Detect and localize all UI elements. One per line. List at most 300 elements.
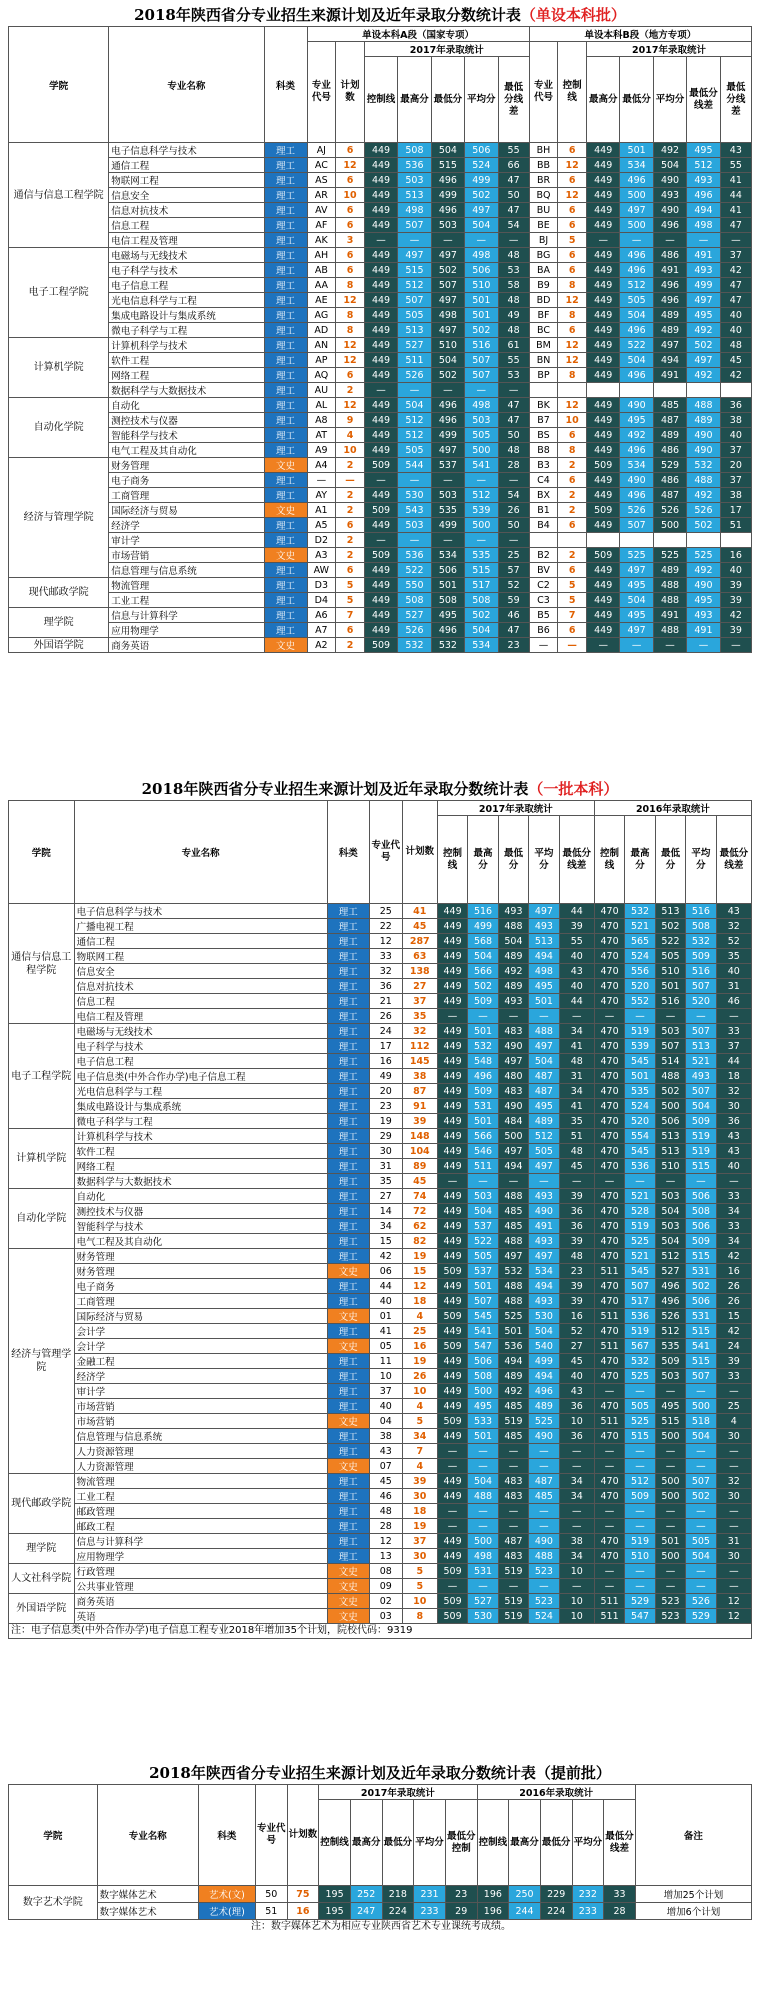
score-cell: 525 xyxy=(687,548,720,563)
score-cell: 42 xyxy=(720,263,751,278)
score-2016: 513 xyxy=(655,1129,685,1144)
plan-count-b: 6 xyxy=(558,623,587,638)
score-cell: 449 xyxy=(586,218,619,233)
score-cell: 449 xyxy=(364,413,397,428)
score-cell: 491 xyxy=(653,608,686,623)
score-cell: 490 xyxy=(653,203,686,218)
major-name: 财务管理 xyxy=(74,1249,327,1264)
score-cell: 449 xyxy=(586,158,619,173)
table-row xyxy=(9,173,752,188)
score-cell: 509 xyxy=(364,548,397,563)
score-cell: 61 xyxy=(498,338,529,353)
score-2016: 519 xyxy=(686,1144,716,1159)
score-cell: — xyxy=(364,233,397,248)
score-2017: 490 xyxy=(529,1534,559,1549)
subject-badge: 艺术(文) xyxy=(198,1886,255,1903)
score-2016: 508 xyxy=(686,1204,716,1219)
score-2017: 497 xyxy=(529,1039,559,1054)
score-cell: 495 xyxy=(431,608,464,623)
score-2016: — xyxy=(686,1384,716,1399)
score-cell: 526 xyxy=(620,503,653,518)
score-cell: 492 xyxy=(687,323,720,338)
stats-2017: 2017年录取统计 xyxy=(437,801,594,816)
plan-count: 39 xyxy=(402,1474,437,1489)
subject-badge: 理工 xyxy=(327,1249,369,1264)
score-2016: 526 xyxy=(655,1309,685,1324)
score-2017: 502 xyxy=(468,979,498,994)
major-name: 信息管理与信息系统 xyxy=(74,1429,327,1444)
col-max-a: 最高分 xyxy=(398,57,431,143)
score-2017: 449 xyxy=(437,919,467,934)
score-2017: 499 xyxy=(468,919,498,934)
score-cell: 492 xyxy=(653,143,686,158)
score-cell: 507 xyxy=(465,368,498,383)
score-2017: 10 xyxy=(559,1414,594,1429)
col-avg-16: 平均分 xyxy=(686,816,716,904)
major-name: 信息安全 xyxy=(74,964,327,979)
score-2016: 503 xyxy=(655,1219,685,1234)
plan-count: 287 xyxy=(402,934,437,949)
major-name: 邮政管理 xyxy=(74,1504,327,1519)
subject-badge: 理工 xyxy=(327,1189,369,1204)
score-2017: 233 xyxy=(414,1903,446,1920)
score-2016: 36 xyxy=(716,1114,751,1129)
col-min-17: 最低分 xyxy=(498,816,528,904)
score-cell: 497 xyxy=(431,443,464,458)
major-name: 通信工程 xyxy=(109,158,264,173)
score-cell: 504 xyxy=(620,353,653,368)
score-2017: 530 xyxy=(529,1309,559,1324)
score-cell: 23 xyxy=(498,638,529,653)
plan-count: 30 xyxy=(402,1489,437,1504)
score-cell: 512 xyxy=(620,278,653,293)
score-cell: 486 xyxy=(653,443,686,458)
score-cell: 544 xyxy=(398,458,431,473)
score-cell: — xyxy=(720,638,751,653)
major-code: AJ xyxy=(307,143,336,158)
score-2016: — xyxy=(655,1579,685,1594)
subject-badge: 文史 xyxy=(327,1609,369,1624)
score-table-3 xyxy=(8,1784,752,1920)
plan-count: 4 xyxy=(402,1309,437,1324)
major-code-b: BP xyxy=(529,368,558,383)
subject-badge: 文史 xyxy=(327,1309,369,1324)
score-cell xyxy=(620,383,653,398)
score-cell: 495 xyxy=(620,413,653,428)
score-cell: 489 xyxy=(687,413,720,428)
score-2017: — xyxy=(529,1459,559,1474)
college-cell: 通信与信息工程学院 xyxy=(9,904,75,1024)
score-2016: 470 xyxy=(594,1234,624,1249)
score-2017: 495 xyxy=(529,979,559,994)
score-cell: 44 xyxy=(720,188,751,203)
score-cell: — xyxy=(465,473,498,488)
score-cell: 492 xyxy=(687,563,720,578)
col-plan: 计划数 xyxy=(402,801,437,904)
major-name: 数据科学与大数据技术 xyxy=(109,383,264,398)
plan-count: 6 xyxy=(336,368,365,383)
score-2016: 46 xyxy=(716,994,751,1009)
score-2017: 449 xyxy=(437,1039,467,1054)
subject-badge: 理工 xyxy=(327,979,369,994)
score-2016: 508 xyxy=(686,919,716,934)
score-2017: 504 xyxy=(468,949,498,964)
col-diff-17: 最低分控制 xyxy=(445,1800,477,1886)
score-2017: 537 xyxy=(468,1264,498,1279)
plan-count: 10 xyxy=(402,1594,437,1609)
score-cell: 529 xyxy=(653,458,686,473)
score-2017: 495 xyxy=(468,1399,498,1414)
score-cell: 526 xyxy=(398,368,431,383)
score-2017: 488 xyxy=(529,1549,559,1564)
score-cell: 449 xyxy=(364,578,397,593)
plan-count: 2 xyxy=(336,533,365,548)
score-cell: 489 xyxy=(653,308,686,323)
score-cell: 50 xyxy=(498,188,529,203)
score-cell: 449 xyxy=(586,308,619,323)
score-cell: — xyxy=(364,533,397,548)
score-2016: — xyxy=(594,1579,624,1594)
score-cell: 449 xyxy=(364,308,397,323)
score-2017: — xyxy=(437,1504,467,1519)
score-2017: 494 xyxy=(529,1369,559,1384)
major-name: 微电子科学与工程 xyxy=(109,323,264,338)
score-cell: 47 xyxy=(720,278,751,293)
score-2017: 485 xyxy=(498,1429,528,1444)
group-b-header: 单设本科B段（地方专项） xyxy=(529,27,751,42)
score-cell xyxy=(687,383,720,398)
major-code: 19 xyxy=(369,1114,402,1129)
score-2016: — xyxy=(655,1519,685,1534)
score-2016: 470 xyxy=(594,1429,624,1444)
score-cell: 20 xyxy=(720,458,751,473)
score-2016: 532 xyxy=(625,904,655,919)
major-code: 01 xyxy=(369,1309,402,1324)
major-code: 24 xyxy=(369,1024,402,1039)
score-cell: 493 xyxy=(653,188,686,203)
table-row xyxy=(9,548,752,563)
score-cell: 503 xyxy=(431,488,464,503)
score-cell: 495 xyxy=(620,578,653,593)
score-2016: 507 xyxy=(686,1024,716,1039)
score-2016: — xyxy=(625,1519,655,1534)
major-name: 审计学 xyxy=(109,533,264,548)
major-code-b: B4 xyxy=(529,518,558,533)
score-cell: 496 xyxy=(620,248,653,263)
major-code: 43 xyxy=(369,1444,402,1459)
score-2016: — xyxy=(655,1384,685,1399)
major-name: 财务管理 xyxy=(109,458,264,473)
col-max-16: 最高分 xyxy=(509,1800,541,1886)
score-2017: 39 xyxy=(559,1234,594,1249)
score-cell: 45 xyxy=(720,353,751,368)
score-2017: — xyxy=(559,1459,594,1474)
score-cell: 47 xyxy=(498,623,529,638)
score-2017: 43 xyxy=(559,1384,594,1399)
score-2016: 511 xyxy=(594,1594,624,1609)
subject-badge: 理工 xyxy=(264,338,307,353)
col-min-16: 最低分 xyxy=(540,1800,572,1886)
table-row xyxy=(9,248,752,263)
score-2017: 449 xyxy=(437,1489,467,1504)
score-2016: 507 xyxy=(686,1084,716,1099)
major-code-b: BF xyxy=(529,308,558,323)
major-name: 集成电路设计与集成系统 xyxy=(74,1099,327,1114)
score-2016: 506 xyxy=(686,1294,716,1309)
col-plan-a: 计划数 xyxy=(336,42,365,143)
score-cell: 526 xyxy=(653,503,686,518)
plan-count: 25 xyxy=(402,1324,437,1339)
score-cell: 535 xyxy=(431,503,464,518)
score-2016: 518 xyxy=(686,1414,716,1429)
score-2016: 512 xyxy=(655,1249,685,1264)
score-2017: 501 xyxy=(529,994,559,1009)
score-2017: 501 xyxy=(468,1114,498,1129)
score-cell: — xyxy=(498,383,529,398)
major-code-b: B9 xyxy=(529,278,558,293)
score-2016: 536 xyxy=(625,1309,655,1324)
major-code: AR xyxy=(307,188,336,203)
score-2016: — xyxy=(625,1174,655,1189)
score-2017: — xyxy=(498,1519,528,1534)
subject-badge: 理工 xyxy=(327,1444,369,1459)
score-2017: 519 xyxy=(498,1609,528,1624)
section-early-batch xyxy=(8,1762,752,1934)
score-2017: 34 xyxy=(559,1549,594,1564)
score-cell: 494 xyxy=(687,203,720,218)
score-2017: 52 xyxy=(559,1324,594,1339)
plan-count: 8 xyxy=(336,308,365,323)
score-cell: 496 xyxy=(620,173,653,188)
subject-badge: 文史 xyxy=(327,1579,369,1594)
score-2017: — xyxy=(437,1519,467,1534)
score-2017: 10 xyxy=(559,1594,594,1609)
score-2017: 497 xyxy=(498,1249,528,1264)
score-2017: 487 xyxy=(498,1534,528,1549)
score-2016: 507 xyxy=(625,1279,655,1294)
college-cell: 通信与信息工程学院 xyxy=(9,143,109,248)
plan-count: 138 xyxy=(402,964,437,979)
plan-count: 5 xyxy=(402,1414,437,1429)
major-name: 光电信息科学与工程 xyxy=(74,1084,327,1099)
score-2016: — xyxy=(625,1009,655,1024)
major-code: AN xyxy=(307,338,336,353)
college-cell: 电子工程学院 xyxy=(9,1024,75,1129)
score-cell: 28 xyxy=(498,458,529,473)
table-row xyxy=(9,1159,752,1174)
score-cell: 500 xyxy=(620,218,653,233)
score-2017: 503 xyxy=(468,1189,498,1204)
group-a-header: 单设本科A段（国家专项） xyxy=(307,27,529,42)
score-2017: 504 xyxy=(468,1204,498,1219)
table-row xyxy=(9,278,752,293)
score-2017: 488 xyxy=(498,1279,528,1294)
score-2016: — xyxy=(594,1504,624,1519)
score-2017: — xyxy=(498,1444,528,1459)
table-row xyxy=(9,1144,752,1159)
score-2016: 25 xyxy=(716,1399,751,1414)
table-row xyxy=(9,1234,752,1249)
score-cell: 504 xyxy=(398,398,431,413)
score-2017: 487 xyxy=(529,1069,559,1084)
score-2017: 488 xyxy=(498,1234,528,1249)
major-name: 邮政工程 xyxy=(74,1519,327,1534)
score-2017: 36 xyxy=(559,1399,594,1414)
score-cell: 449 xyxy=(364,443,397,458)
major-name: 电子信息科学与技术 xyxy=(74,904,327,919)
score-cell: 47 xyxy=(498,413,529,428)
score-cell: 59 xyxy=(498,593,529,608)
score-2016: 40 xyxy=(716,1159,751,1174)
score-2017: 505 xyxy=(529,1144,559,1159)
score-2016: 30 xyxy=(716,1429,751,1444)
score-cell: 449 xyxy=(364,623,397,638)
score-2017: 10 xyxy=(559,1609,594,1624)
table-row xyxy=(9,383,752,398)
score-2017: 489 xyxy=(529,1399,559,1414)
score-2016: 531 xyxy=(686,1264,716,1279)
score-2016: 40 xyxy=(716,964,751,979)
score-cell: 497 xyxy=(465,203,498,218)
major-code: — xyxy=(307,473,336,488)
score-cell: 49 xyxy=(498,308,529,323)
score-cell: 52 xyxy=(498,578,529,593)
major-name: 计算机科学与技术 xyxy=(74,1129,327,1144)
score-cell: 512 xyxy=(398,278,431,293)
table-row xyxy=(9,338,752,353)
score-2016: — xyxy=(686,1504,716,1519)
score-2017: 568 xyxy=(468,934,498,949)
score-cell xyxy=(720,533,751,548)
score-cell: 491 xyxy=(653,368,686,383)
score-2016: 536 xyxy=(625,1159,655,1174)
subject-badge: 理工 xyxy=(264,623,307,638)
major-code-b: BV xyxy=(529,563,558,578)
score-2016: 516 xyxy=(655,994,685,1009)
subject-badge: 理工 xyxy=(264,578,307,593)
score-cell: 508 xyxy=(431,593,464,608)
score-cell: 510 xyxy=(431,338,464,353)
score-2017: 195 xyxy=(319,1886,351,1903)
subject-badge: 理工 xyxy=(264,203,307,218)
subject-badge: 文史 xyxy=(264,458,307,473)
score-cell: — xyxy=(398,533,431,548)
score-cell: 498 xyxy=(431,308,464,323)
score-2017: 492 xyxy=(498,964,528,979)
score-cell: 449 xyxy=(364,338,397,353)
section-first-batch xyxy=(8,778,752,1639)
col-diff-16: 最低分线差 xyxy=(604,1800,636,1886)
score-cell: 496 xyxy=(431,623,464,638)
plan-count: 45 xyxy=(402,919,437,934)
col-major: 专业名称 xyxy=(109,27,264,143)
score-cell: 490 xyxy=(687,428,720,443)
major-name: 国际经济与贸易 xyxy=(74,1309,327,1324)
score-cell: 489 xyxy=(653,428,686,443)
score-2016: 521 xyxy=(625,919,655,934)
major-name: 物联网工程 xyxy=(109,173,264,188)
section-title: 2018年陕西省分专业招生来源计划及近年录取分数统计表（提前批） xyxy=(149,1764,611,1782)
score-2016: 507 xyxy=(686,979,716,994)
score-cell: 532 xyxy=(431,638,464,653)
col-subject: 科类 xyxy=(264,27,307,143)
plan-count: 7 xyxy=(402,1444,437,1459)
major-code: AQ xyxy=(307,368,336,383)
col-max-b: 最高分 xyxy=(586,57,619,143)
score-cell: 449 xyxy=(586,608,619,623)
score-cell: 493 xyxy=(687,263,720,278)
score-2016: 250 xyxy=(509,1886,541,1903)
score-2017: 507 xyxy=(468,1294,498,1309)
score-2017: 449 xyxy=(437,1369,467,1384)
score-2017: 541 xyxy=(468,1324,498,1339)
major-code-b: B5 xyxy=(529,608,558,623)
major-name: 国际经济与贸易 xyxy=(109,503,264,518)
score-cell: — xyxy=(431,533,464,548)
score-2017: 41 xyxy=(559,1099,594,1114)
plan-count: 6 xyxy=(336,203,365,218)
plan-count: 5 xyxy=(336,593,365,608)
score-2017: 449 xyxy=(437,964,467,979)
table-row xyxy=(9,458,752,473)
major-name: 电磁场与无线技术 xyxy=(109,248,264,263)
college-cell: 电子工程学院 xyxy=(9,248,109,338)
score-cell: 501 xyxy=(465,308,498,323)
score-cell: 539 xyxy=(465,503,498,518)
score-cell: 57 xyxy=(498,563,529,578)
score-2017: 509 xyxy=(468,994,498,1009)
score-2016: 43 xyxy=(716,1144,751,1159)
table-row xyxy=(9,593,752,608)
score-2016: — xyxy=(655,1459,685,1474)
score-2016: — xyxy=(716,1174,751,1189)
table-row xyxy=(9,1519,752,1534)
table-row xyxy=(9,1324,752,1339)
score-cell: 42 xyxy=(720,608,751,623)
score-cell: 527 xyxy=(398,608,431,623)
college-cell: 计算机学院 xyxy=(9,338,109,398)
score-cell: 491 xyxy=(653,263,686,278)
score-cell: 497 xyxy=(620,563,653,578)
table-row xyxy=(9,308,752,323)
plan-count-b: 6 xyxy=(558,518,587,533)
score-2016: — xyxy=(625,1504,655,1519)
score-2016: — xyxy=(686,1579,716,1594)
score-2017: 501 xyxy=(498,1324,528,1339)
col-avg-b: 平均分 xyxy=(653,57,686,143)
table-row xyxy=(9,919,752,934)
score-cell: 509 xyxy=(586,503,619,518)
score-cell: 55 xyxy=(498,143,529,158)
score-2016: 532 xyxy=(625,1354,655,1369)
score-2016: 552 xyxy=(625,994,655,1009)
score-cell: 449 xyxy=(586,473,619,488)
major-name: 电子信息类(中外合作办学)电子信息工程 xyxy=(74,1069,327,1084)
col-max-17: 最高分 xyxy=(350,1800,382,1886)
score-2016: 510 xyxy=(655,964,685,979)
score-cell: — xyxy=(687,638,720,653)
plan-count: 91 xyxy=(402,1099,437,1114)
major-code-b: BE xyxy=(529,218,558,233)
score-2017: 449 xyxy=(437,1189,467,1204)
plan-count: 6 xyxy=(336,143,365,158)
score-2016: — xyxy=(655,1444,685,1459)
subject-badge: 理工 xyxy=(327,1549,369,1564)
score-2016: 470 xyxy=(594,1159,624,1174)
college-cell: 经济与管理学院 xyxy=(9,458,109,578)
score-cell: 40 xyxy=(720,323,751,338)
major-code: AS xyxy=(307,173,336,188)
